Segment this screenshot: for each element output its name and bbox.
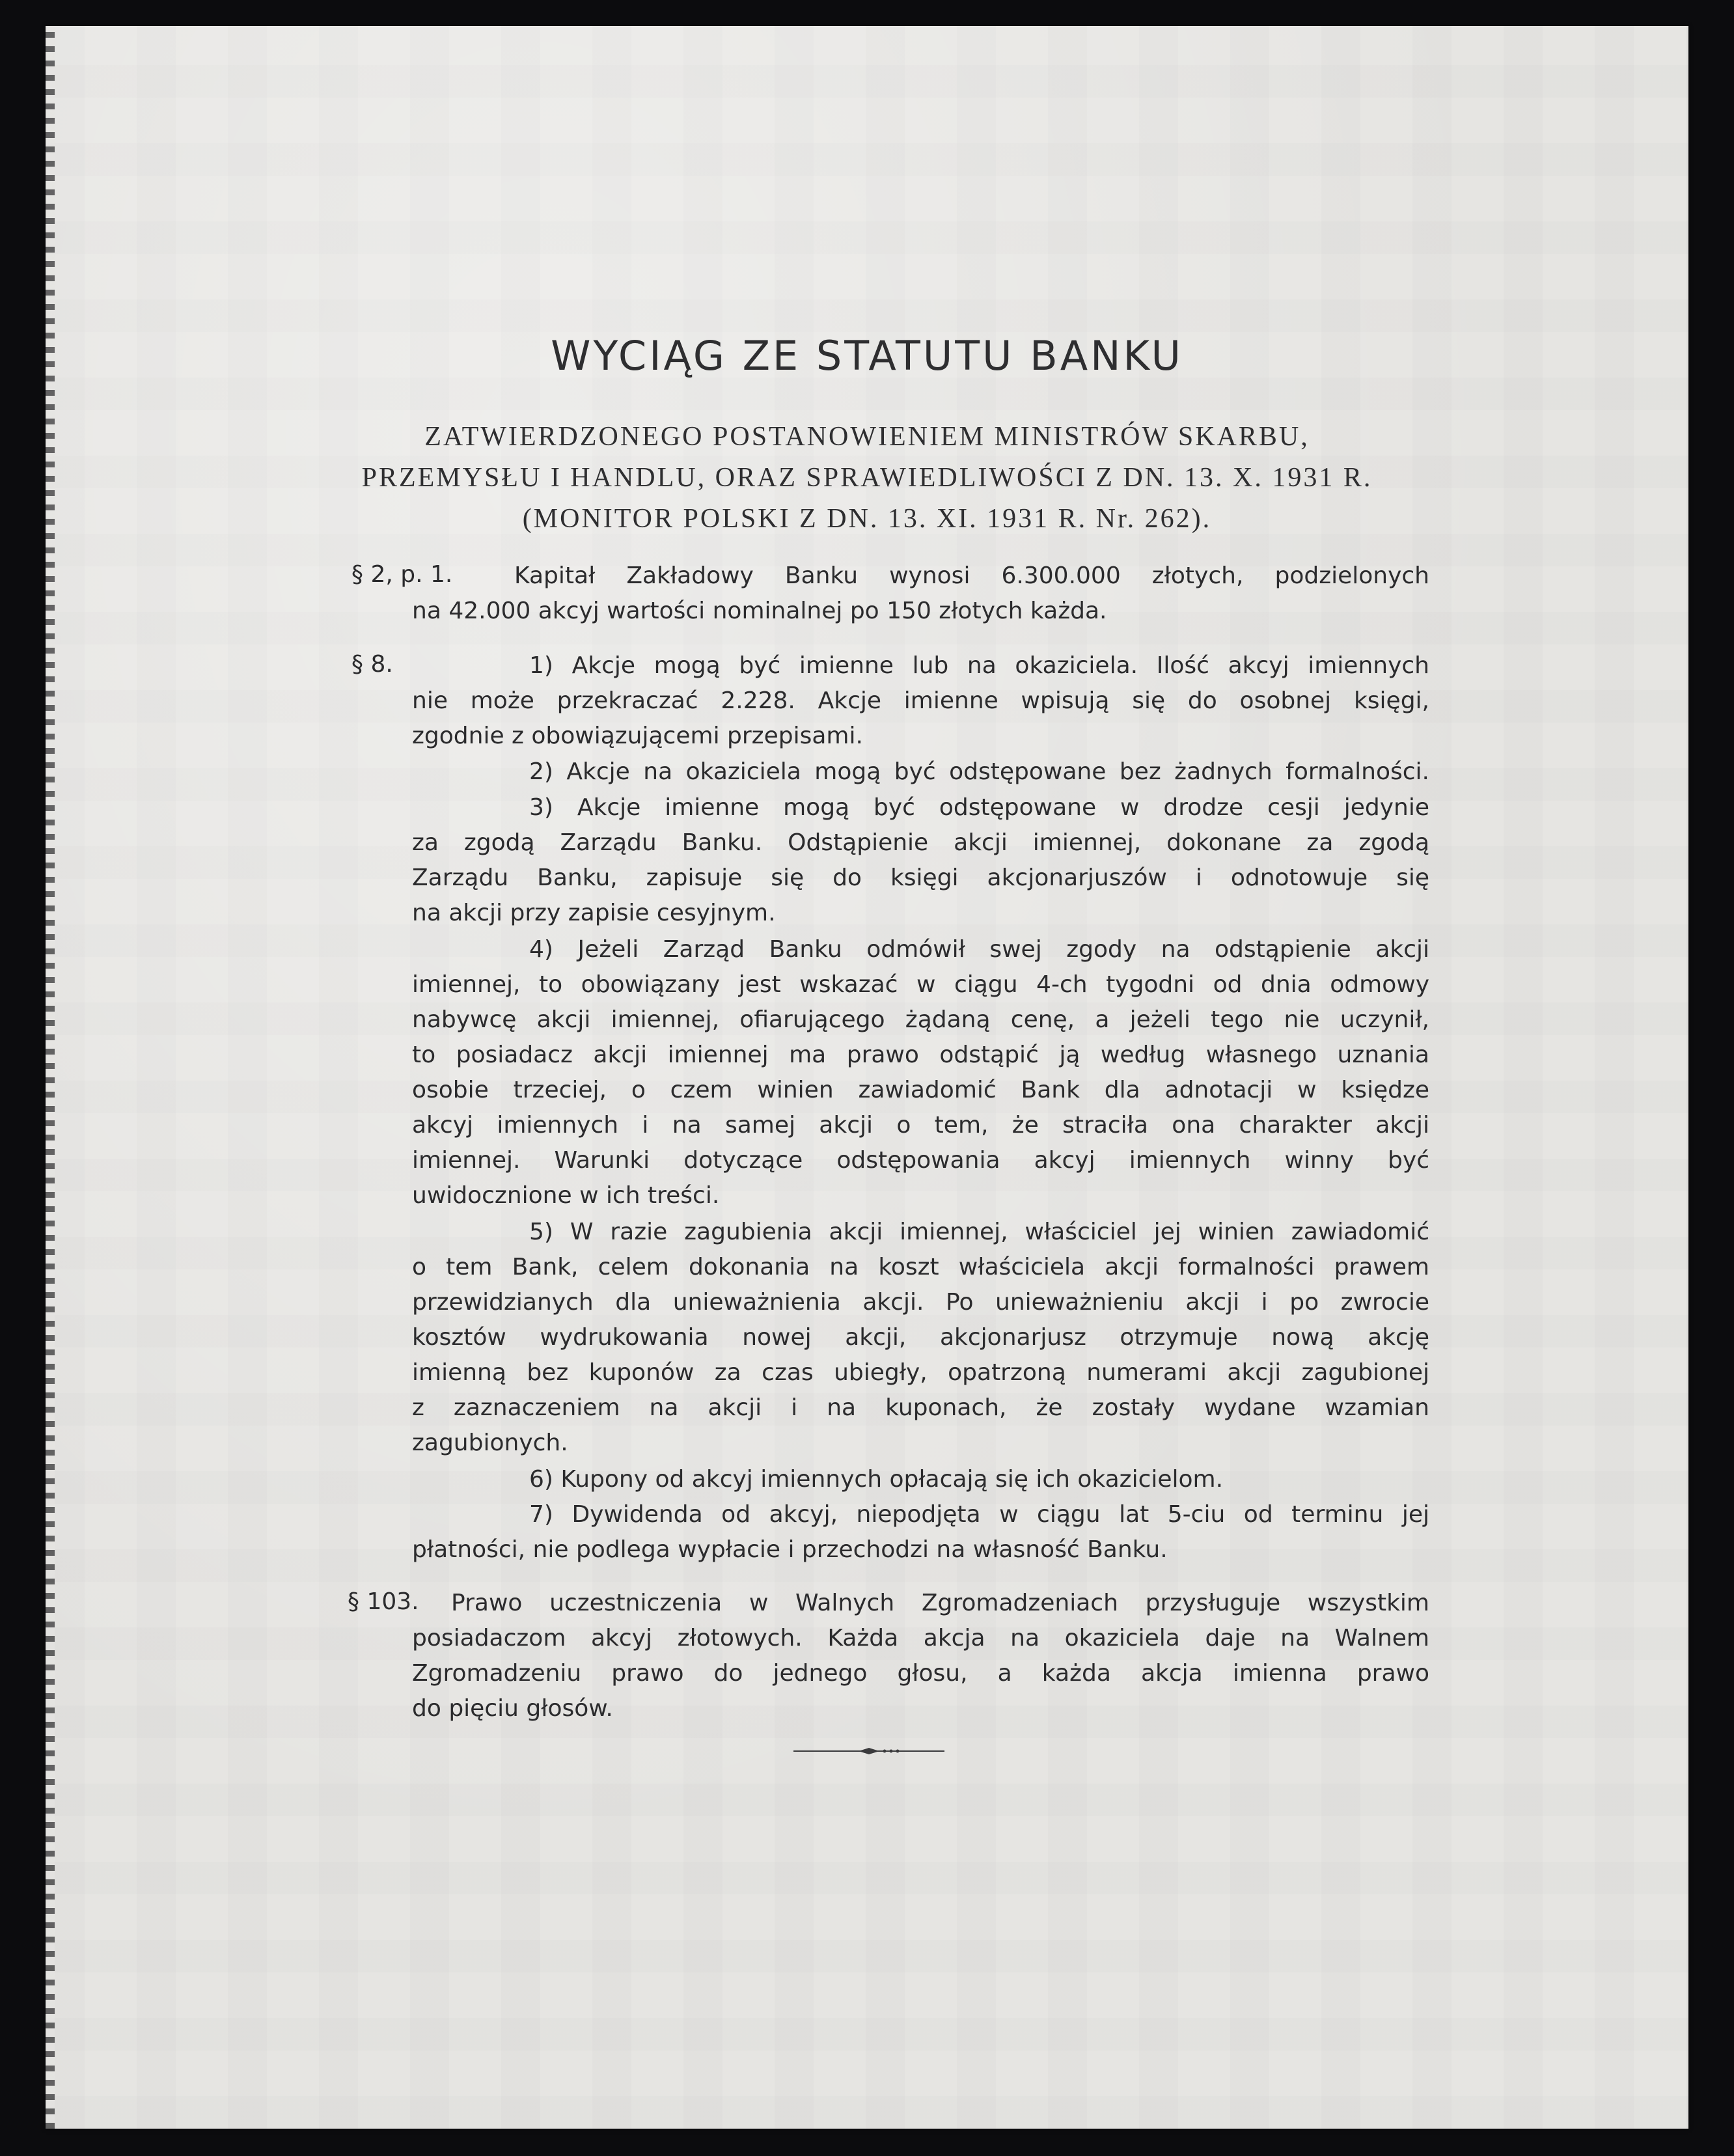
- text-line: to posiadacz akcji imiennej ma prawo odstąpić ją według własnego uznania: [412, 1042, 1429, 1068]
- text-line: Kapitał Zakładowy Banku wynosi 6.300.000 złotych, podzielonych: [514, 562, 1429, 589]
- text-line: o tem Bank, celem dokonania na koszt właściciela akcji formalności prawem: [412, 1254, 1429, 1280]
- text-line: 5) W razie zagubienia akcji imiennej, właściciel jej winien zawiadomić: [529, 1219, 1429, 1245]
- text-line: kosztów wydrukowania nowej akcji, akcjonarjusz otrzymuje nową akcję: [412, 1324, 1429, 1351]
- text-line: 2) Akcje na okaziciela mogą być odstępowane bez żadnych formalności.: [529, 758, 1429, 785]
- section-label: § 103.: [348, 1588, 419, 1615]
- subtitle-line: PRZEMYSŁU I HANDLU, ORAZ SPRAWIEDLIWOŚCI Z DN. 13. X. 1931 R.: [361, 463, 1373, 493]
- text-line: nie może przekraczać 2.228. Akcje imienne wpisują się do osobnej księgi,: [412, 687, 1429, 714]
- text-line: płatności, nie podlega wypłacie i przechodzi na własność Banku.: [412, 1536, 1168, 1563]
- text-line: z zaznaczeniem na akcji i na kuponach, że zostały wydane wzamian: [412, 1394, 1429, 1421]
- subtitle-line: (MONITOR POLSKI Z DN. 13. XI. 1931 R. Nr. 262).: [522, 504, 1212, 534]
- text-line: posiadaczom akcyj złotowych. Każda akcja na okaziciela daje na Walnem: [412, 1625, 1429, 1652]
- text-line: zagubionych.: [412, 1430, 568, 1456]
- text-line: przewidzianych dla unieważnienia akcji. Po unieważnieniu akcji i po zwrocie: [412, 1289, 1429, 1316]
- text-line: imiennej. Warunki dotyczące odstępowania akcyj imiennych winny być: [412, 1147, 1429, 1174]
- text-line: 7) Dywidenda od akcyj, niepodjęta w ciągu lat 5-ciu od terminu jej: [529, 1501, 1429, 1528]
- section-label: § 2, p. 1.: [351, 561, 453, 588]
- subtitle-line: ZATWIERDZONEGO POSTANOWIENIEM MINISTRÓW SKARBU,: [424, 422, 1310, 452]
- text-line: imienną bez kuponów za czas ubiegły, opatrzoną numerami akcji zagubionej: [412, 1359, 1429, 1386]
- document-title: WYCIĄG ZE STATUTU BANKU: [551, 332, 1183, 380]
- text-line: 6) Kupony od akcyj imiennych opłacają się ich okazicielom.: [529, 1466, 1224, 1493]
- text-line: Prawo uczestniczenia w Walnych Zgromadzeniach przysługuje wszystkim: [451, 1590, 1429, 1616]
- text-line: nabywcę akcji imiennej, ofiarującego żądaną cenę, a jeżeli tego nie uczynił,: [412, 1006, 1429, 1033]
- paper-torn-edge: [46, 26, 55, 2129]
- text-line: 1) Akcje mogą być imienne lub na okaziciela. Ilość akcyj imiennych: [529, 652, 1429, 679]
- divider-ornament: [793, 1745, 944, 1758]
- text-line: 3) Akcje imienne mogą być odstępowane w drodze cesji jedynie: [529, 794, 1429, 821]
- text-line: zgodnie z obowiązującemi przepisami.: [412, 723, 863, 749]
- section-label: § 8.: [351, 651, 393, 678]
- document-subtitle: [46, 417, 1688, 540]
- document-page: [46, 26, 1688, 2129]
- text-line: Zarządu Banku, zapisuje się do księgi akcjonarjuszów i odnotowuje się: [412, 864, 1429, 891]
- text-line: za zgodą Zarządu Banku. Odstąpienie akcji imiennej, dokonane za zgodą: [412, 829, 1429, 856]
- text-line: na akcji przy zapisie cesyjnym.: [412, 900, 776, 926]
- text-line: osobie trzeciej, o czem winien zawiadomić Bank dla adnotacji w księdze: [412, 1077, 1429, 1103]
- text-line: na 42.000 akcyj wartości nominalnej po 150 złotych każda.: [412, 598, 1107, 624]
- text-line: uwidocznione w ich treści.: [412, 1182, 720, 1209]
- text-line: do pięciu głosów.: [412, 1695, 613, 1722]
- text-line: akcyj imiennych i na samej akcji o tem, że straciła ona charakter akcji: [412, 1112, 1429, 1139]
- text-line: Zgromadzeniu prawo do jednego głosu, a każda akcja imienna prawo: [412, 1660, 1429, 1687]
- text-line: 4) Jeżeli Zarząd Banku odmówił swej zgody na odstąpienie akcji: [529, 936, 1429, 963]
- text-line: imiennej, to obowiązany jest wskazać w ciągu 4-ch tygodni od dnia odmowy: [412, 971, 1429, 998]
